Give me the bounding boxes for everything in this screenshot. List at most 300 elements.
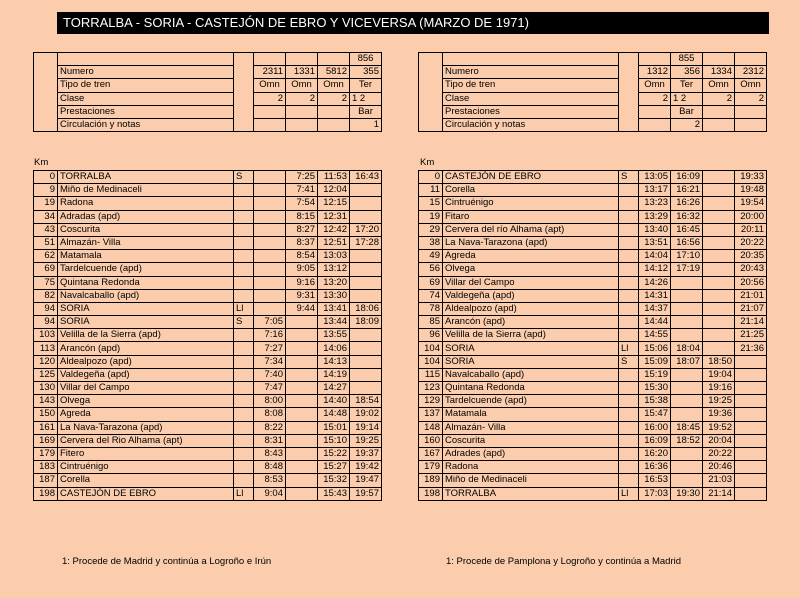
time-value: 8:43 xyxy=(254,447,286,460)
header-value: 2 xyxy=(735,92,767,105)
time-value: 20:22 xyxy=(703,447,735,460)
time-value: 21:25 xyxy=(735,329,767,342)
time-value: 16:43 xyxy=(350,171,382,184)
time-value: 9:05 xyxy=(286,263,318,276)
header-blank-cell xyxy=(234,79,254,92)
left-km-label: Km xyxy=(34,157,49,168)
time-value: 7:41 xyxy=(286,184,318,197)
time-value xyxy=(703,329,735,342)
time-value xyxy=(350,250,382,263)
time-value xyxy=(671,368,703,381)
header-label: Prestaciones xyxy=(443,105,619,118)
time-value xyxy=(735,461,767,474)
header-value xyxy=(639,118,671,131)
header-label: Numero xyxy=(58,66,234,79)
table-row xyxy=(34,447,382,460)
header-blank-cell xyxy=(234,105,254,118)
header-value xyxy=(639,105,671,118)
km-value: 115 xyxy=(419,368,443,381)
km-value: 74 xyxy=(419,289,443,302)
station-name: SORIA xyxy=(443,342,619,355)
time-value: 15:09 xyxy=(639,355,671,368)
header-blank-cell xyxy=(619,92,639,105)
time-value: 18:04 xyxy=(671,342,703,355)
time-value xyxy=(286,434,318,447)
arrival-departure-flag xyxy=(619,474,639,487)
km-value: 198 xyxy=(419,487,443,500)
time-value: 19:47 xyxy=(350,474,382,487)
table-row xyxy=(419,395,767,408)
time-value: 7:16 xyxy=(254,329,286,342)
time-value xyxy=(735,487,767,500)
km-value: 62 xyxy=(34,250,58,263)
time-value: 15:06 xyxy=(639,342,671,355)
header-value: 2 xyxy=(318,92,350,105)
station-name: Arancón (apd) xyxy=(443,316,619,329)
table-row xyxy=(419,250,767,263)
header-value: Bar xyxy=(350,105,382,118)
time-value xyxy=(350,184,382,197)
station-name: Agreda xyxy=(58,408,234,421)
time-value: 21:01 xyxy=(735,289,767,302)
table-row xyxy=(34,302,382,315)
time-value: 14:12 xyxy=(639,263,671,276)
station-name: Villar del Campo xyxy=(443,276,619,289)
header-value: Ter xyxy=(671,79,703,92)
station-name: Fitero xyxy=(58,447,234,460)
station-name: Adradas (apd) xyxy=(58,210,234,223)
time-value: 8:37 xyxy=(286,236,318,249)
station-name: Corella xyxy=(58,474,234,487)
header-value xyxy=(286,105,318,118)
km-value: 103 xyxy=(34,329,58,342)
km-value: 19 xyxy=(419,210,443,223)
time-value: 17:10 xyxy=(671,250,703,263)
time-value: 7:05 xyxy=(254,316,286,329)
header-value xyxy=(735,118,767,131)
time-value: 19:37 xyxy=(350,447,382,460)
time-value xyxy=(286,474,318,487)
time-value: 13:44 xyxy=(318,316,350,329)
header-value xyxy=(286,53,318,66)
table-row xyxy=(419,236,767,249)
time-value xyxy=(735,355,767,368)
right-timetable xyxy=(418,170,767,501)
time-value: 20:04 xyxy=(703,434,735,447)
time-value xyxy=(286,382,318,395)
km-value: 69 xyxy=(419,276,443,289)
station-name: La Nava-Tarazona (apd) xyxy=(58,421,234,434)
km-value: 0 xyxy=(419,171,443,184)
table-row xyxy=(419,184,767,197)
time-value: 15:22 xyxy=(318,447,350,460)
header-row xyxy=(34,105,382,118)
time-value xyxy=(254,302,286,315)
header-label: Circulación y notas xyxy=(58,118,234,131)
header-label: Prestaciones xyxy=(58,105,234,118)
header-row xyxy=(419,92,767,105)
km-value: 49 xyxy=(419,250,443,263)
header-blank-cell xyxy=(419,79,443,92)
arrival-departure-flag xyxy=(234,395,254,408)
station-name: Radona xyxy=(58,197,234,210)
arrival-departure-flag xyxy=(234,434,254,447)
table-row xyxy=(34,355,382,368)
time-value xyxy=(671,395,703,408)
station-name: Olvega xyxy=(58,395,234,408)
header-blank-cell xyxy=(619,105,639,118)
arrival-departure-flag xyxy=(234,382,254,395)
header-label: Numero xyxy=(443,66,619,79)
time-value xyxy=(286,447,318,460)
time-value xyxy=(350,329,382,342)
time-value: 14:40 xyxy=(318,395,350,408)
time-value: 8:22 xyxy=(254,421,286,434)
header-row xyxy=(34,118,382,131)
time-value: 8:27 xyxy=(286,223,318,236)
header-blank-cell xyxy=(419,66,443,79)
table-row xyxy=(34,289,382,302)
time-value xyxy=(735,434,767,447)
header-row xyxy=(419,79,767,92)
time-value xyxy=(703,263,735,276)
table-row xyxy=(419,289,767,302)
header-blank-cell xyxy=(34,105,58,118)
time-value: 20:22 xyxy=(735,236,767,249)
km-value: 198 xyxy=(34,487,58,500)
time-value xyxy=(254,289,286,302)
header-value: Ter xyxy=(350,79,382,92)
time-value xyxy=(286,461,318,474)
table-row xyxy=(419,447,767,460)
km-value: 129 xyxy=(419,395,443,408)
time-value: 8:31 xyxy=(254,434,286,447)
time-value: 13:05 xyxy=(639,171,671,184)
time-value: 17:19 xyxy=(671,263,703,276)
arrival-departure-flag xyxy=(234,368,254,381)
header-value: 5812 xyxy=(318,66,350,79)
time-value: 15:32 xyxy=(318,474,350,487)
time-value xyxy=(350,382,382,395)
time-value: 19:42 xyxy=(350,461,382,474)
time-value: 9:44 xyxy=(286,302,318,315)
table-row xyxy=(419,408,767,421)
arrival-departure-flag xyxy=(234,461,254,474)
header-value: 1 2 xyxy=(671,92,703,105)
table-row xyxy=(34,421,382,434)
header-value xyxy=(254,118,286,131)
time-value: 19:57 xyxy=(350,487,382,500)
header-row xyxy=(34,92,382,105)
station-name: CASTEJÓN DE EBRO xyxy=(58,487,234,500)
arrival-departure-flag: S xyxy=(234,316,254,329)
time-value xyxy=(703,276,735,289)
arrival-departure-flag xyxy=(619,223,639,236)
time-value xyxy=(254,276,286,289)
header-label: Circulación y notas xyxy=(443,118,619,131)
time-value xyxy=(671,474,703,487)
time-value: 8:08 xyxy=(254,408,286,421)
time-value: 20:11 xyxy=(735,223,767,236)
time-value: 19:48 xyxy=(735,184,767,197)
station-name: Tardelcuende (apd) xyxy=(443,395,619,408)
time-value: 14:19 xyxy=(318,368,350,381)
time-value xyxy=(703,289,735,302)
time-value: 21:36 xyxy=(735,342,767,355)
header-value: 1334 xyxy=(703,66,735,79)
time-value: 9:16 xyxy=(286,276,318,289)
header-value: Bar xyxy=(671,105,703,118)
table-row xyxy=(34,210,382,223)
arrival-departure-flag xyxy=(234,408,254,421)
station-name: Navalcaballo (apd) xyxy=(443,368,619,381)
time-value: 13:17 xyxy=(639,184,671,197)
time-value: 16:45 xyxy=(671,223,703,236)
time-value: 14:48 xyxy=(318,408,350,421)
station-name: Tardelcuende (apd) xyxy=(58,263,234,276)
time-value xyxy=(350,210,382,223)
header-blank-cell xyxy=(419,92,443,105)
time-value xyxy=(703,250,735,263)
time-value: 15:10 xyxy=(318,434,350,447)
station-name: Aldealpozo (apd) xyxy=(443,302,619,315)
km-value: 169 xyxy=(34,434,58,447)
time-value: 12:31 xyxy=(318,210,350,223)
arrival-departure-flag xyxy=(234,197,254,210)
station-name: Quintana Redonda xyxy=(58,276,234,289)
time-value xyxy=(703,197,735,210)
arrival-departure-flag: Ll xyxy=(234,302,254,315)
time-value: 14:27 xyxy=(318,382,350,395)
header-value: Omn xyxy=(286,79,318,92)
time-value: 21:03 xyxy=(703,474,735,487)
table-row xyxy=(419,302,767,315)
time-value: 9:31 xyxy=(286,289,318,302)
station-name: Cintruénigo xyxy=(58,461,234,474)
time-value xyxy=(703,223,735,236)
time-value: 21:14 xyxy=(703,487,735,500)
arrival-departure-flag xyxy=(619,408,639,421)
header-blank-cell xyxy=(419,53,443,66)
km-value: 34 xyxy=(34,210,58,223)
time-value xyxy=(703,236,735,249)
header-value: 356 xyxy=(671,66,703,79)
station-name: Arancón (apd) xyxy=(58,342,234,355)
time-value xyxy=(286,408,318,421)
arrival-departure-flag xyxy=(619,329,639,342)
time-value: 16:09 xyxy=(639,434,671,447)
header-value xyxy=(639,53,671,66)
station-name: La Nava-Tarazona (apd) xyxy=(443,236,619,249)
header-blank-cell xyxy=(34,66,58,79)
arrival-departure-flag xyxy=(619,184,639,197)
time-value: 15:01 xyxy=(318,421,350,434)
time-value xyxy=(286,368,318,381)
time-value xyxy=(703,316,735,329)
header-value: 2311 xyxy=(254,66,286,79)
station-name: Villar del Campo xyxy=(58,382,234,395)
time-value: 16:36 xyxy=(639,461,671,474)
arrival-departure-flag xyxy=(234,276,254,289)
km-value: 187 xyxy=(34,474,58,487)
header-value xyxy=(703,105,735,118)
km-value: 29 xyxy=(419,223,443,236)
time-value: 18:54 xyxy=(350,395,382,408)
station-name: Corella xyxy=(443,184,619,197)
time-value xyxy=(286,487,318,500)
table-row xyxy=(34,236,382,249)
header-value xyxy=(735,105,767,118)
header-value xyxy=(703,118,735,131)
time-value xyxy=(350,289,382,302)
header-value xyxy=(735,53,767,66)
header-blank-cell xyxy=(234,118,254,131)
time-value: 20:43 xyxy=(735,263,767,276)
table-row xyxy=(34,474,382,487)
arrival-departure-flag: S xyxy=(619,355,639,368)
time-value: 20:00 xyxy=(735,210,767,223)
time-value: 14:13 xyxy=(318,355,350,368)
time-value xyxy=(286,395,318,408)
time-value: 13:40 xyxy=(639,223,671,236)
header-value xyxy=(286,118,318,131)
table-row xyxy=(419,355,767,368)
header-value: 2 xyxy=(671,118,703,131)
header-value xyxy=(703,53,735,66)
time-value xyxy=(735,368,767,381)
table-row xyxy=(34,184,382,197)
arrival-departure-flag xyxy=(234,210,254,223)
time-value: 14:55 xyxy=(639,329,671,342)
time-value: 18:52 xyxy=(671,434,703,447)
header-row xyxy=(419,118,767,131)
arrival-departure-flag xyxy=(234,289,254,302)
header-value xyxy=(254,53,286,66)
time-value: 15:38 xyxy=(639,395,671,408)
time-value xyxy=(671,461,703,474)
station-name: Cervera del Rio Alhama (apt) xyxy=(58,434,234,447)
time-value xyxy=(735,382,767,395)
header-blank-cell xyxy=(619,118,639,131)
table-row xyxy=(419,263,767,276)
km-value: 189 xyxy=(419,474,443,487)
station-name: Aldealpozo (apd) xyxy=(58,355,234,368)
table-row xyxy=(34,487,382,500)
time-value xyxy=(254,223,286,236)
left-timetable xyxy=(33,170,382,501)
km-value: 51 xyxy=(34,236,58,249)
header-value xyxy=(318,105,350,118)
km-value: 38 xyxy=(419,236,443,249)
right-header-table xyxy=(418,52,767,132)
time-value: 13:30 xyxy=(318,289,350,302)
station-name: CASTEJÓN DE EBRO xyxy=(443,171,619,184)
header-value: 856 xyxy=(350,53,382,66)
left-header-table xyxy=(33,52,382,132)
table-row xyxy=(419,382,767,395)
table-row xyxy=(34,263,382,276)
arrival-departure-flag xyxy=(234,342,254,355)
header-value: 2 xyxy=(286,92,318,105)
table-row xyxy=(419,461,767,474)
time-value: 13:55 xyxy=(318,329,350,342)
time-value xyxy=(254,197,286,210)
km-value: 183 xyxy=(34,461,58,474)
time-value xyxy=(286,355,318,368)
table-row xyxy=(34,342,382,355)
arrival-departure-flag xyxy=(619,250,639,263)
table-row xyxy=(419,474,767,487)
header-value: 1 xyxy=(350,118,382,131)
arrival-departure-flag xyxy=(234,263,254,276)
table-row xyxy=(419,421,767,434)
time-value xyxy=(350,263,382,276)
time-value xyxy=(735,447,767,460)
time-value: 8:00 xyxy=(254,395,286,408)
km-value: 104 xyxy=(419,342,443,355)
table-row xyxy=(34,434,382,447)
arrival-departure-flag xyxy=(619,316,639,329)
time-value xyxy=(703,342,735,355)
table-row xyxy=(419,329,767,342)
header-row xyxy=(419,105,767,118)
station-name: Miño de Medinaceli xyxy=(58,184,234,197)
km-value: 150 xyxy=(34,408,58,421)
time-value: 19:33 xyxy=(735,171,767,184)
time-value: 15:19 xyxy=(639,368,671,381)
arrival-departure-flag xyxy=(619,236,639,249)
time-value: 13:03 xyxy=(318,250,350,263)
header-value: Omn xyxy=(703,79,735,92)
time-value: 15:30 xyxy=(639,382,671,395)
time-value xyxy=(671,447,703,460)
time-value: 18:50 xyxy=(703,355,735,368)
station-name: Adrades (apd) xyxy=(443,447,619,460)
time-value: 8:48 xyxy=(254,461,286,474)
time-value: 12:04 xyxy=(318,184,350,197)
station-name: Almazán- Villa xyxy=(58,236,234,249)
station-name: Agreda xyxy=(443,250,619,263)
station-name: Navalcaballo (apd) xyxy=(58,289,234,302)
station-name: Olvega xyxy=(443,263,619,276)
time-value xyxy=(254,263,286,276)
arrival-departure-flag xyxy=(619,289,639,302)
header-row xyxy=(34,79,382,92)
header-row xyxy=(34,66,382,79)
header-value: 355 xyxy=(350,66,382,79)
station-name: Almazán- Villa xyxy=(443,421,619,434)
time-value: 13:29 xyxy=(639,210,671,223)
arrival-departure-flag xyxy=(619,434,639,447)
header-label xyxy=(443,53,619,66)
km-value: 15 xyxy=(419,197,443,210)
time-value xyxy=(671,329,703,342)
header-value: 2 xyxy=(254,92,286,105)
header-blank-cell xyxy=(34,79,58,92)
time-value: 13:20 xyxy=(318,276,350,289)
time-value: 7:47 xyxy=(254,382,286,395)
km-value: 125 xyxy=(34,368,58,381)
time-value: 16:26 xyxy=(671,197,703,210)
arrival-departure-flag xyxy=(234,447,254,460)
time-value xyxy=(286,421,318,434)
table-row xyxy=(34,329,382,342)
km-value: 43 xyxy=(34,223,58,236)
table-row xyxy=(419,223,767,236)
time-value: 9:04 xyxy=(254,487,286,500)
arrival-departure-flag: Ll xyxy=(234,487,254,500)
header-label xyxy=(58,53,234,66)
